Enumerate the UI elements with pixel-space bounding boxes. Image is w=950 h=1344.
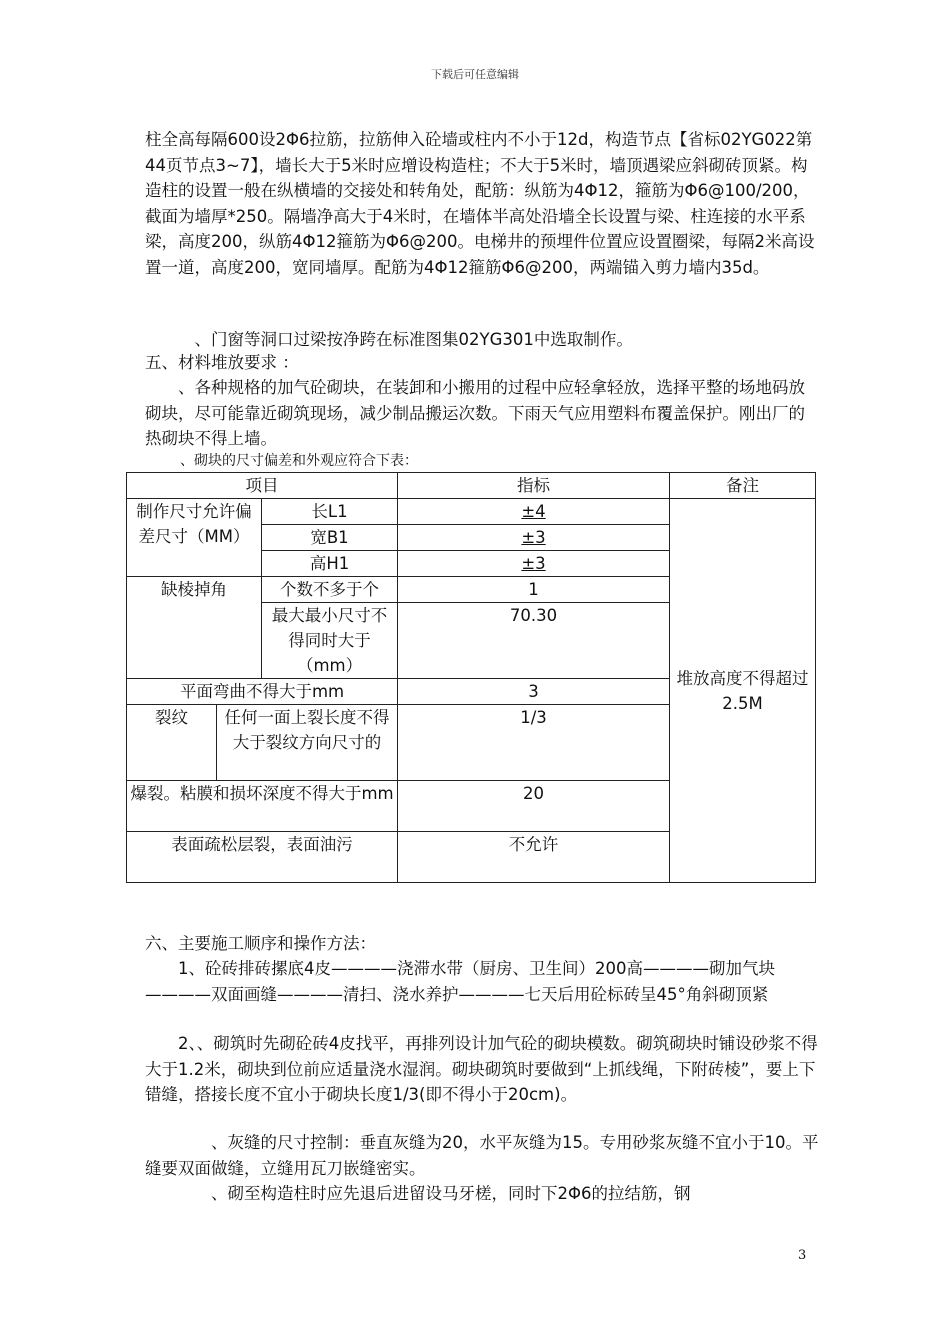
body-paragraph-7: 、砌至构造柱时应先退后进留设马牙槎，同时下2Φ6的拉结筋，钢 bbox=[211, 1184, 691, 1203]
cell-surface-label: 表面疏松层裂，表面油污 bbox=[127, 832, 398, 883]
cell-height-value: ±3 bbox=[398, 551, 670, 577]
cell-length-value: ±4 bbox=[398, 499, 670, 525]
page-header: 下载后可任意编辑 bbox=[431, 68, 519, 81]
body-paragraph-6: 、灰缝的尺寸控制：垂直灰缝为20，水平灰缝为15。专用砂浆灰缝不宜小于10。平缝要双面做缝，立缝用瓦刀嵌缝密实。 bbox=[145, 1133, 819, 1178]
header-index: 指标 bbox=[398, 473, 670, 499]
body-paragraph-3: 、各种规格的加气砼砌块，在装卸和小搬用的过程中应轻拿轻放，选择平整的场地码放砌块，尽可能靠近砌筑现场，减少制品搬运次数。下雨天气应用塑料布覆盖保护。刚出厂的热砌块不得上墙。 bbox=[145, 378, 805, 448]
cell-maxmin-value: 70.30 bbox=[398, 603, 670, 679]
group-size-tolerance: 制作尺寸允许偏差尺寸（MM） bbox=[127, 499, 262, 577]
cell-length-label: 长L1 bbox=[262, 499, 398, 525]
header-remark: 备注 bbox=[670, 473, 816, 499]
cell-height-label: 高H1 bbox=[262, 551, 398, 577]
cell-count-value: 1 bbox=[398, 577, 670, 603]
body-paragraph-4: 1、砼砖排砖摞底4皮————浇滞水带（厨房、卫生间）200高————砌加气块————双面画缝————清扫、浇水养护————七天后用砼标砖呈45°角斜砌顶紧 bbox=[145, 959, 775, 1004]
cell-crack-label: 任何一面上裂长度不得大于裂纹方向尺寸的 bbox=[217, 705, 398, 781]
cell-width-label: 宽B1 bbox=[262, 525, 398, 551]
body-paragraph-1: 柱全高每隔600设2Φ6拉筋，拉筋伸入砼墙或柱内不小于12d，构造节点【省标02YG022第44页节点3~7】，墙长大于5米时应增设构造柱；不大于5米时，墙顶遇梁应斜砌砖顶紧。构造柱的设置一般在纵横墙的交接处和转角处，配筋：纵筋为4Φ12，箍筋为Φ6@100/200，截面为墙厚*250。隔墙净高大于4米时，在墙体半高处沿墙全长设置与梁、柱连接的水平系梁，高度200，纵筋4Φ12箍筋为Φ6@200。电梯井的预埋件位置应设置圈梁，每隔2米高设置一道，高度200，宽同墙厚。配筋为4Φ12箍筋Φ6@200，两端锚入剪力墙内35d。 bbox=[145, 130, 815, 277]
cell-width-value: ±3 bbox=[398, 525, 670, 551]
cell-maxmin-label: 最大最小尺寸不得同时大于（mm） bbox=[262, 603, 398, 679]
cell-crack-value: 1/3 bbox=[398, 705, 670, 781]
section-heading-5: 五、材料堆放要求 ： bbox=[145, 353, 299, 372]
cell-bending-value: 3 bbox=[398, 679, 670, 705]
cell-remark: 堆放高度不得超过2.5M bbox=[670, 499, 816, 883]
cell-burst-value: 20 bbox=[398, 781, 670, 832]
cell-surface-value: 不允许 bbox=[398, 832, 670, 883]
page-number: 3 bbox=[798, 1248, 807, 1263]
body-paragraph-5: 2、、砌筑时先砌砼砖4皮找平，再排列设计加气砼的砌块模数。砌筑砌块时铺设砂浆不得大于1.2米，砌块到位前应适量浇水湿润。砌块砌筑时要做到“上抓线绳，下附砖棱”，要上下错缝，搭接长度不宜小于砌块长度1/3(即不得小于20cm)。 bbox=[145, 1034, 818, 1104]
cell-count-label: 个数不多于个 bbox=[262, 577, 398, 603]
header-item: 项目 bbox=[127, 473, 398, 499]
group-missing-corners: 缺棱掉角 bbox=[127, 577, 262, 679]
cell-bending-label: 平面弯曲不得大于mm bbox=[127, 679, 398, 705]
table-caption: 、砌块的尺寸偏差和外观应符合下表： bbox=[180, 453, 418, 469]
group-cracks: 裂纹 bbox=[127, 705, 217, 781]
cell-burst-label: 爆裂。粘膜和损坏深度不得大于mm bbox=[127, 781, 398, 832]
body-paragraph-2: 、门窗等洞口过梁按净跨在标准图集02YG301中选取制作。 bbox=[194, 330, 633, 349]
brick-spec-table bbox=[126, 472, 816, 883]
section-heading-6: 六、主要施工顺序和操作方法： bbox=[145, 934, 376, 953]
